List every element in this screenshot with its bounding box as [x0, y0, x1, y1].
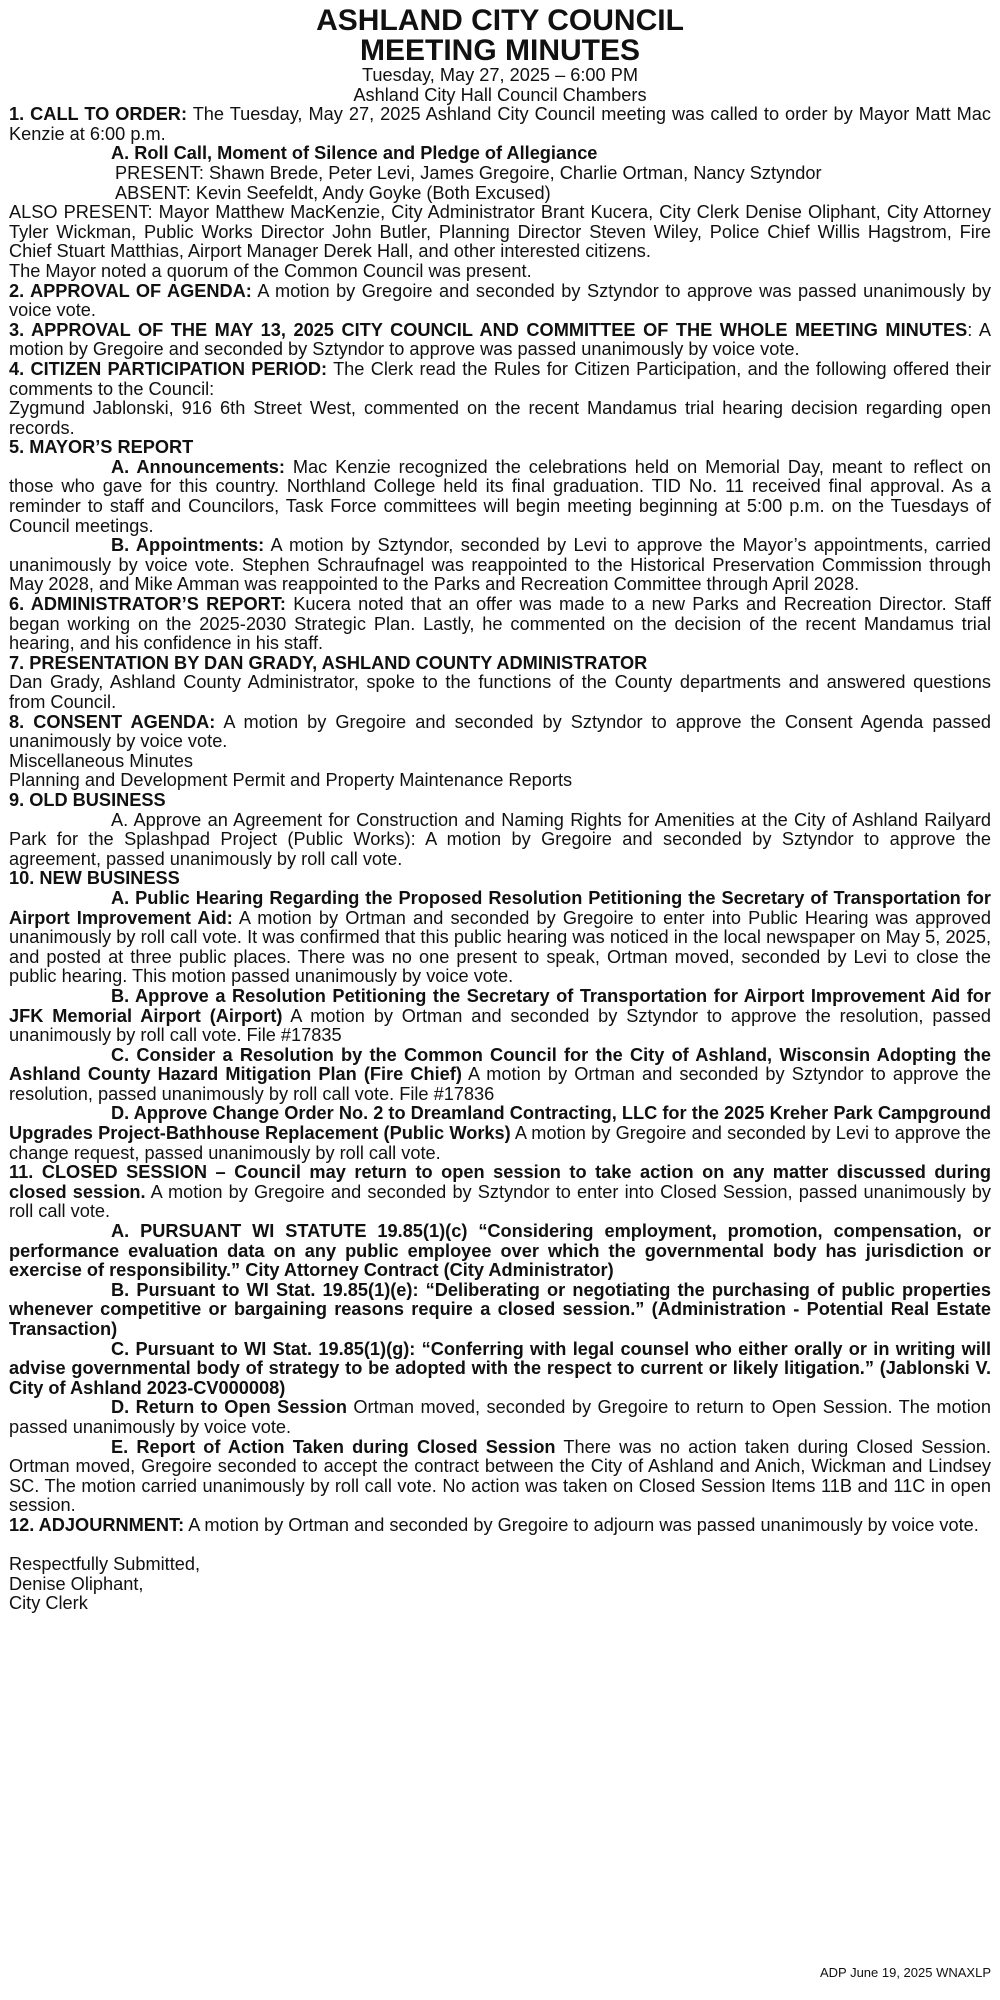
announcements-paragraph	[9, 458, 991, 536]
section-administrators-report	[9, 595, 991, 654]
item-heading: A. Public Hearing Regarding the Proposed Resolution Petitioning the Secretary of Transportation for Airport Improvement Aid:	[9, 887, 991, 928]
document-header	[9, 6, 991, 105]
closed-session-item-c: C. Pursuant to WI Stat. 19.85(1)(g): “Conferring with legal counsel who either orally or in writing will advise governmental body of strategy to be adopted with the respect to current or likely litigation.” (Jablonski V. City of Ashland 2023-CV000008)	[9, 1338, 991, 1398]
section-heading: 8. CONSENT AGENDA:	[9, 711, 216, 732]
section-text: The Tuesday, May 27, 2025 Ashland City Council meeting was called to order by Mayor Matt Mac Kenzie at 6:00 p.m.	[9, 104, 991, 144]
closed-session-item-a: A. PURSUANT WI STATUTE 19.85(1)(c) “Considering employment, promotion, compensation, or performance evaluation data on any public employee over which the governmental body has jurisdiction or exercise of responsibility.” City Attorney Contract (City Administrator)	[9, 1221, 991, 1281]
item-heading: C. Consider a Resolution by the Common Council for the City of Ashland, Wisconsin Adopting the Ashland County Hazard Mitigation Plan (Fire Chief)	[9, 1044, 991, 1085]
closed-session-item-d	[9, 1398, 991, 1437]
subsection-text: A motion by Sztyndor, seconded by Levi to approve the Mayor’s appointments, carried unanimously by voice vote. Stephen Schraufnagel was reappointed to the Historical Preservation Commission through May 2028, and Mike Amman was reappointed to the Parks and Recreation Committee through April 2028.	[9, 535, 992, 595]
signature-line-3: City Clerk	[9, 1593, 88, 1614]
signature-block	[9, 1555, 991, 1614]
new-business-item-b	[9, 987, 991, 1046]
new-business-item-a	[9, 889, 991, 987]
section-consent-agenda	[9, 713, 991, 752]
subsection-heading: B. Appointments:	[111, 535, 265, 556]
citizen-comment: Zygmund Jablonski, 916 6th Street West, commented on the recent Mandamus trial hearing decision regarding open records.	[9, 398, 991, 438]
old-business-item-a: A. Approve an Agreement for Construction and Naming Rights for Amenities at the City of Ashland Railyard Park for the Splashpad Project (Public Works): A motion by Gregoire and seconded by Sztyndor to approve the agreement, passed unanimously by roll call vote.	[9, 809, 991, 869]
consent-item-2: Planning and Development Permit and Property Maintenance Reports	[9, 770, 573, 791]
quorum-note: The Mayor noted a quorum of the Common Council was present.	[9, 260, 532, 281]
signature-line-1: Respectfully Submitted,	[9, 1554, 201, 1575]
subsection-heading: A. Announcements:	[111, 456, 285, 477]
section-text: A motion by Ortman and seconded by Gregoire to adjourn was passed unanimously by voice vote.	[184, 1514, 979, 1535]
closed-session-item-b: B. Pursuant to WI Stat. 19.85(1)(e): “Deliberating or negotiating the purchasing of public properties whenever competitive or bargaining reasons require a closed session.” (Administration - Potential Real Estate Transaction)	[9, 1279, 991, 1339]
section-heading: 1. CALL TO ORDER:	[9, 104, 188, 125]
also-present-list: ALSO PRESENT: Mayor Matthew MacKenzie, City Administrator Brant Kucera, City Clerk Denise Oliphant, City Attorney Tyler Wickman, Public Works Director John Butler, Planning Director Steven Wiley, Police Chief Willis Hagstrom, Fire Chief Stuart Matthias, Airport Manager Derek Hall, and other interested citizens.	[9, 202, 991, 262]
signature-line-2: Denise Oliphant,	[9, 1573, 144, 1594]
section-heading: 3. APPROVAL OF THE MAY 13, 2025 CITY COUNCIL AND COMMITTEE OF THE WHOLE MEETING MINUTES	[9, 319, 968, 340]
section-text: : A motion by Gregoire and seconded by Sztyndor to approve was passed unanimously by voice vote.	[9, 319, 992, 360]
section-heading: 12. ADJOURNMENT:	[9, 1514, 185, 1535]
section-text: A motion by Gregoire and seconded by Sztyndor to approve was passed unanimously by voice vote.	[9, 280, 991, 321]
title-line-2: MEETING MINUTES	[359, 34, 640, 67]
section-heading: 11. CLOSED SESSION – Council may return to open session to take action on any matter discussed during closed session.	[9, 1162, 991, 1202]
meeting-date: Tuesday, May 27, 2025 – 6:00 PM	[362, 65, 638, 85]
present-list: PRESENT: Shawn Brede, Peter Levi, James Gregoire, Charlie Ortman, Nancy Sztyndor	[115, 162, 822, 183]
closed-session-item-e	[9, 1438, 991, 1516]
item-heading: D. Return to Open Session	[111, 1397, 347, 1418]
section-heading: 2. APPROVAL OF AGENDA:	[9, 280, 252, 301]
publication-footer: ADP June 19, 2025 WNAXLP	[819, 1965, 991, 1980]
section-closed-session	[9, 1163, 991, 1222]
section-text: Kucera noted that an offer was made to a new Parks and Recreation Director. Staff began working on the 2025-2030 Strategic Plan. Lastly, he commented on the decision of the recent Mandamus trial hearing, and his confidence in his staff.	[9, 594, 991, 654]
new-business-item-c	[9, 1046, 991, 1105]
section-text: The Clerk read the Rules for Citizen Participation, and the following offered their comments to the Council:	[9, 358, 991, 399]
section-heading: 6. ADMINISTRATOR’S REPORT:	[9, 594, 286, 615]
section-new-business-heading: 10. NEW BUSINESS	[9, 868, 180, 889]
section-mayors-report-heading: 5. MAYOR’S REPORT	[9, 437, 194, 458]
item-text: There was no action taken during Closed Session. Ortman moved, Gregoire seconded to accept the contract between the City of Ashland and Anich, Wickman and Lindsey SC. The motion carried unanimously by roll call vote. No action was taken on Closed Session Items 11B and 11C in open session.	[9, 1436, 991, 1516]
section-text: A motion by Gregoire and seconded by Sztyndor to approve the Consent Agenda passed unanimously by voice vote.	[9, 711, 991, 752]
title-line-1: ASHLAND CITY COUNCIL	[316, 4, 684, 37]
section-old-business-heading: 9. OLD BUSINESS	[9, 789, 166, 810]
section-approval-minutes	[9, 321, 991, 360]
subsection-text: Mac Kenzie recognized the celebrations held on Memorial Day, meant to reflect on those who gave for this country. Northland College held its final graduation. TID No. 11 received final approval. As a reminder to staff and Councilors, Task Force committees will begin meeting beginning at 5:00 p.m. on the Tuesdays of Council meetings.	[9, 456, 992, 536]
item-text: Ortman moved, seconded by Gregoire to return to Open Session. The motion passed unanimously by voice vote.	[9, 1397, 991, 1437]
item-heading: E. Report of Action Taken during Closed Session	[111, 1436, 556, 1457]
presentation-text: Dan Grady, Ashland County Administrator, spoke to the functions of the County departments and answered questions from Council.	[9, 672, 991, 712]
item-text: A motion by Gregoire and seconded by Levi to approve the change request, passed unanimously by roll call vote.	[9, 1123, 991, 1163]
item-heading: D. Approve Change Order No. 2 to Dreamland Contracting, LLC for the 2025 Kreher Park Campground Upgrades Project-Bathhouse Replacement (Public Works)	[9, 1103, 991, 1144]
section-text: A motion by Gregoire and seconded by Sztyndor to enter into Closed Session, passed unanimously by roll call vote.	[9, 1181, 991, 1222]
spacer	[9, 1536, 991, 1556]
new-business-item-d	[9, 1104, 991, 1163]
section-approval-agenda	[9, 282, 991, 321]
item-text: A motion by Ortman and seconded by Sztyndor to approve the resolution, passed unanimously by roll call vote. File #17835	[9, 1005, 991, 1046]
consent-item-1: Miscellaneous Minutes	[9, 750, 193, 771]
section-call-to-order	[9, 105, 991, 144]
item-heading: B. Approve a Resolution Petitioning the Secretary of Transportation for Airport Improvement Aid for JFK Memorial Airport (Airport)	[9, 985, 991, 1026]
meeting-location: Ashland City Hall Council Chambers	[353, 84, 647, 105]
section-heading: 4. CITIZEN PARTICIPATION PERIOD:	[9, 358, 328, 379]
roll-call-heading: A. Roll Call, Moment of Silence and Pledge of Allegiance	[111, 143, 598, 164]
item-text: A motion by Ortman and seconded by Sztyndor to approve the resolution, passed unanimously by roll call vote. File #17836	[9, 1064, 991, 1104]
section-citizen-participation	[9, 360, 991, 399]
appointments-paragraph	[9, 536, 991, 595]
section-adjournment	[9, 1516, 991, 1536]
section-presentation-heading: 7. PRESENTATION BY DAN GRADY, ASHLAND COUNTY ADMINISTRATOR	[9, 652, 648, 673]
absent-list: ABSENT: Kevin Seefeldt, Andy Goyke (Both Excused)	[115, 182, 551, 203]
item-text: A motion by Ortman and seconded by Gregoire to enter into Public Hearing was approved unanimously by roll call vote. It was confirmed that this public hearing was noticed in the local newspaper on May 5, 2025, and posted at three public places. There was no one present to speak, Ortman moved, seconded by Levi to close the public hearing. This motion passed unanimously by voice vote.	[9, 907, 992, 987]
